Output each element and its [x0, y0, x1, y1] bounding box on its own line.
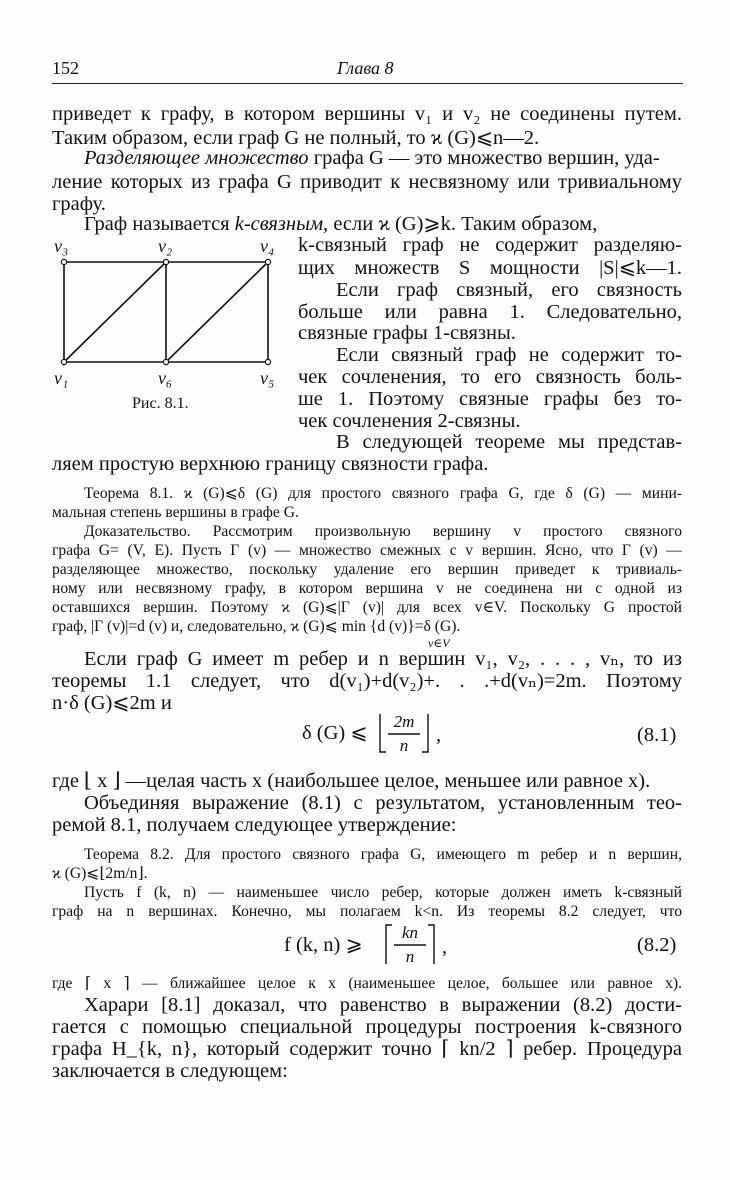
text-line: ше 1. Поэтому связные графы без то- [298, 388, 682, 410]
vertex-label-v3: v₃ [54, 236, 69, 256]
text-line: ному или несвязному графу, в котором вершина v не соединена ни с одной из [52, 580, 682, 597]
text-line: Объединяя выражение (8.1) с результатом, установленным тео- [84, 792, 682, 814]
text-line: Если связный граф не содержит то- [336, 344, 682, 366]
graph-vertex [163, 359, 168, 364]
text-line: разделяющее множество, поскольку удаление его вершин приведет к тривиаль- [52, 561, 682, 578]
text-line: Теорема 8.2. Для простого связного графа G, имеющего m ребер и n вершин, [84, 846, 682, 863]
text-span: Граф называется [84, 213, 235, 235]
graph-vertex [61, 359, 66, 364]
text-line: Доказательство. Рассмотрим произвольную вершину v простого связного [84, 523, 682, 540]
text-line: В следующей теореме мы представ- [336, 431, 682, 453]
text-line: приведет к графу, в котором вершины v₁ и v₂ не соединены путем. [52, 103, 682, 125]
vertex-label-v5: v₅ [260, 368, 275, 388]
min-subscript: v∈V [428, 636, 450, 650]
text-line: Таким образом, если граф G не полный, то ϰ (G)⩽n—2. [52, 127, 540, 149]
text-line: чек сочленения 2-связны. [298, 410, 521, 432]
text-line: графу. [52, 193, 106, 215]
text-line: щих множеств S мощности |S|⩽k—1. [298, 257, 682, 279]
graph-edge [166, 262, 268, 362]
text-line: ремой 8.1, получаем следующее утверждение: [52, 814, 457, 836]
graph-figure [40, 232, 300, 422]
equation-8-1-denominator: n [399, 736, 409, 755]
equation-8-1-label: (8.1) [637, 724, 677, 746]
page-number: 152 [52, 58, 79, 78]
graph-vertex [163, 259, 168, 264]
header-rule [52, 83, 683, 84]
text-line: мальная степень вершины в графе G. [52, 504, 299, 521]
equation-8-2-lhs: f (k, n) ⩾ [284, 934, 363, 956]
text-line: больше или равна 1. Следовательно, [298, 301, 682, 323]
vertex-label-v2: v₂ [158, 236, 173, 256]
vertex-label-v1: v₁ [54, 368, 69, 388]
text-line: оставшихся вершин. Поэтому ϰ (G)⩽|Γ (v)| для всех v∈V. Поскольку G простой [52, 599, 682, 616]
text-line: Теорема 8.1. ϰ (G)⩽δ (G) для простого связного графа G, где δ (G) — мини- [84, 485, 682, 502]
graph-vertex [61, 259, 66, 264]
equation-8-2-label: (8.2) [637, 934, 677, 956]
equation-8-1-comma: , [436, 724, 442, 746]
text-span: если ϰ (G)⩾k. Таким образом, [328, 213, 598, 235]
cut-set-definition [84, 148, 682, 169]
text-line: Харари [8.1] доказал, что равенство в выражении (8.2) дости- [84, 994, 682, 1016]
vertex-label-v6: v₆ [158, 368, 173, 388]
vertex-label-v4: v₄ [260, 236, 275, 256]
equation-8-1-numerator: 2m [393, 712, 415, 731]
graph-vertex [265, 359, 270, 364]
text-line: где ⌊ x ⌋ —целая часть x (наибольшее целое, меньшее или равное x). [52, 770, 651, 792]
text-line: чек сочленения, то его связность боль- [298, 366, 682, 388]
text-line: Если граф G имеет m ребер и n вершин v₁, v₂, . . . , vₙ, то из [84, 648, 682, 670]
equation-8-2-numerator: kn [401, 923, 419, 942]
equation-8-2-comma: , [442, 936, 448, 958]
text-line: где ⌈ x ⌉ — ближайшее целое к x (наименьшее целое, большее или равное x). [52, 975, 682, 992]
text-line: ление которых из графа G приводит к несвязному или тривиальному [52, 171, 682, 193]
text-line: Если граф связный, его связность [336, 279, 682, 301]
text-line: графа G — это множество вершин, уда- [308, 147, 660, 169]
text-line: граф, |Γ (v)|=d (v) и, следовательно, ϰ (G)⩽ min {d (v)}=δ (G). [52, 618, 461, 635]
equation-8-2-denominator: n [405, 947, 415, 966]
text-line: граф на n вершинах. Конечно, мы полагаем k<n. Из теоремы 8.2 следует, что [52, 903, 682, 920]
text-line: ϰ (G)⩽⌊2m/n⌋. [52, 865, 148, 882]
text-line: заключается в следующем: [52, 1060, 288, 1082]
chapter-title: Глава 8 [337, 58, 394, 78]
text-line: графа H_{k, n}, который содержит точно ⌈ kn/2 ⌉ ребер. Процедура [52, 1038, 682, 1060]
text-line: графа G= (V, E). Пусть Γ (v) — множество смежных с v вершин. Ясно, что Γ (v) — [52, 542, 682, 559]
text-line: гается с помощью специальной процедуры построения k-связного [52, 1016, 682, 1038]
k-connected-term: k-связным, [234, 213, 329, 235]
text-line: теоремы 1.1 следует, что d(v₁)+d(v₂)+. . .+d(vₙ)=2m. Поэтому [52, 670, 682, 692]
graph-vertex [265, 259, 270, 264]
text-line: k-связный граф не содержит разделяю- [298, 234, 682, 256]
figure-caption: Рис. 8.1. [132, 395, 189, 412]
text-line: n·δ (G)⩽2m и [52, 692, 172, 714]
graph-edge [64, 262, 166, 362]
text-line: ляем простую верхнюю границу связности графа. [52, 453, 489, 475]
cut-set-term: Разделяющее множество [84, 147, 309, 169]
equation-8-1-lhs: δ (G) ⩽ [302, 722, 368, 744]
text-line: Пусть f (k, n) — наименьшее число ребер, которые должен иметь k-связный [84, 884, 682, 901]
text-line: связные графы 1-связны. [298, 322, 516, 344]
